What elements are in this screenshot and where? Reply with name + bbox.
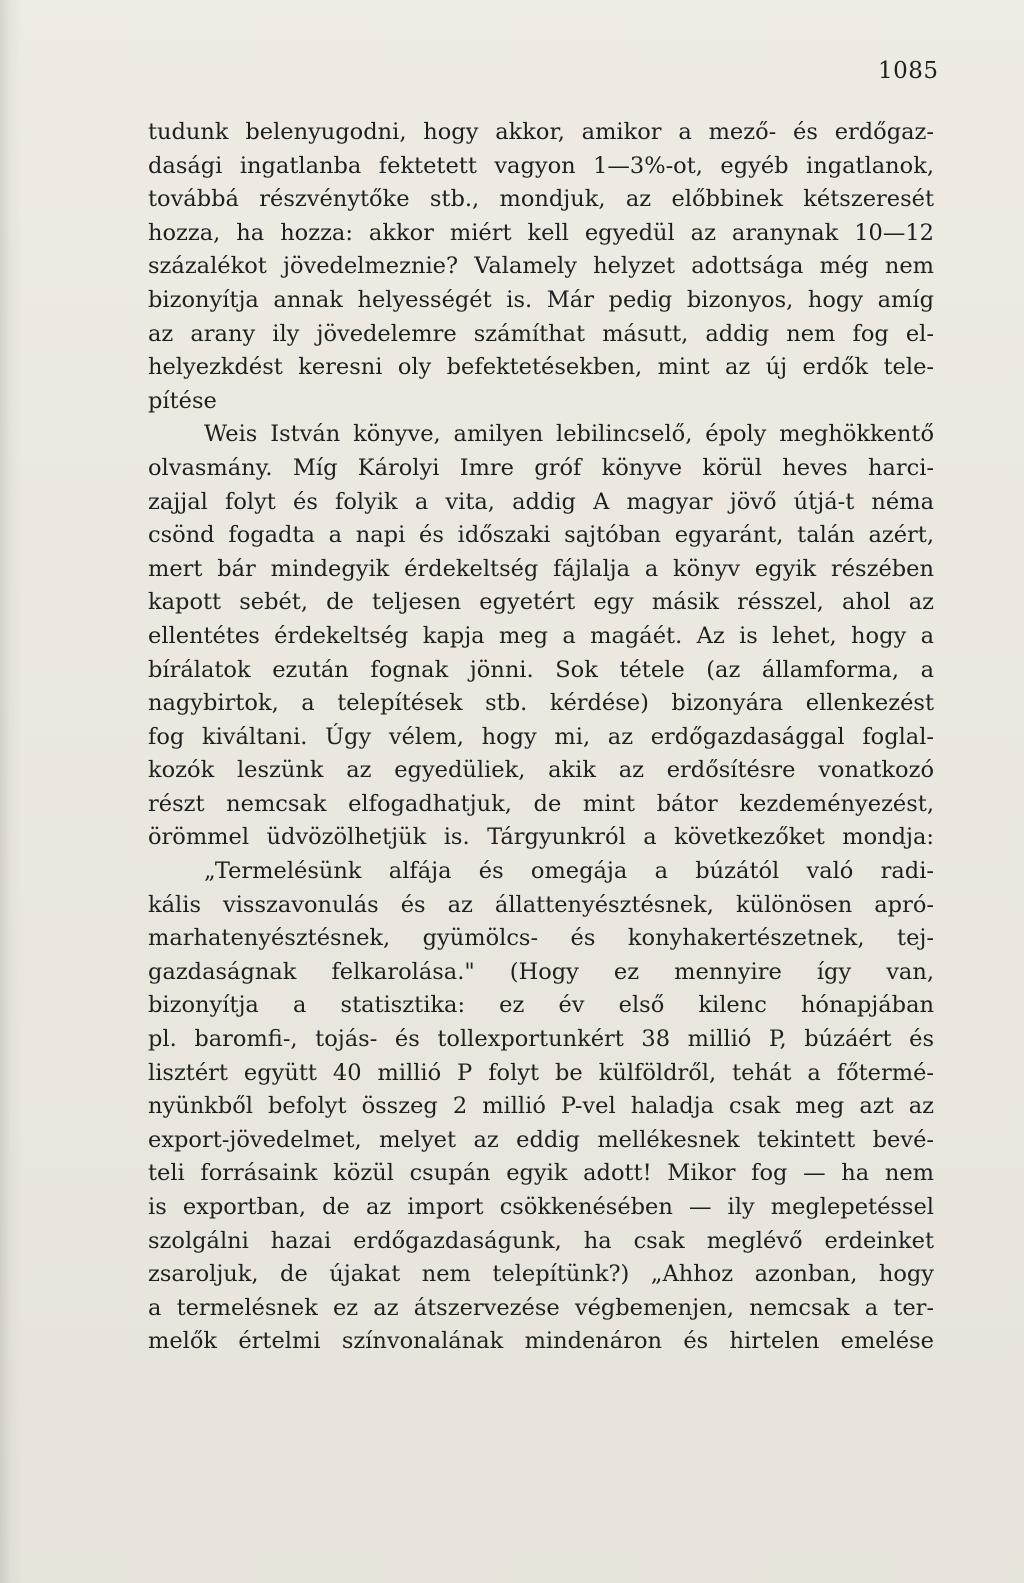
text-line: az arany ily jövedelemre számíthat másutt, addig nem fog el- (148, 320, 934, 347)
text-line: olvasmány. Míg Károlyi Imre gróf könyve körül heves harci- (148, 454, 934, 481)
text-line: gazdaságnak felkarolása." (Hogy ez mennyire így van, (148, 958, 934, 985)
text-line: a termelésnek ez az átszervezése végbemenjen, nemcsak a ter- (148, 1294, 934, 1321)
text-line: kozók leszünk az egyedüliek, akik az erdősítésre vonatkozó (148, 757, 934, 784)
text-line: hozza, ha hozza: akkor miért kell egyedül az aranynak 10—12 (148, 219, 934, 246)
text-line: pítése (148, 387, 217, 414)
text-line: százalékot jövedelmeznie? Valamely helyzet adottsága még nem (148, 253, 934, 280)
text-line: Weis István könyve, amilyen lebilincselő, époly meghökkentő (204, 421, 934, 448)
text-line: bírálatok ezután fognak jönni. Sok tétele (az államforma, a (148, 656, 934, 683)
text-line: lisztért együtt 40 millió P folyt be külföldről, tehát a főtermé- (148, 1059, 934, 1086)
text-line: zajjal folyt és folyik a vita, addig A magyar jövő útjá-t néma (148, 488, 934, 515)
text-line: dasági ingatlanba fektetett vagyon 1—3%-ot, egyéb ingatlanok, (148, 152, 934, 179)
text-line: melők értelmi színvonalának mindenáron és hirtelen emelése (148, 1328, 934, 1355)
text-line: ellentétes érdekeltség kapja meg a magáét. Az is lehet, hogy a (148, 622, 934, 649)
text-line: export-jövedelmet, melyet az eddig mellékesnek tekintett bevé- (148, 1126, 934, 1153)
text-line: helyezkdést keresni oly befektetésekben, mint az új erdők tele- (148, 354, 934, 381)
body-text (148, 116, 934, 1359)
text-line: örömmel üdvözölhetjük is. Tárgyunkról a következőket mondja: (148, 824, 934, 851)
text-line: marhatenyésztésnek, gyümölcs- és konyhakertészetnek, tej- (148, 925, 934, 952)
text-line: zsaroljuk, de újakat nem telepítünk?) „Ahhoz azonban, hogy (148, 1261, 934, 1288)
text-line: fog kiváltani. Úgy vélem, hogy mi, az erdőgazdasággal foglal- (148, 723, 934, 750)
text-line: kapott sebét, de teljesen egyetért egy másik résszel, ahol az (148, 589, 934, 616)
text-line: nagybirtok, a telepítések stb. kérdése) bizonyára ellenkezést (148, 690, 934, 717)
text-line: teli forrásaink közül csupán egyik adott! Mikor fog — ha nem (148, 1160, 934, 1187)
text-line: részt nemcsak elfogadhatjuk, de mint bátor kezdeményezést, (148, 790, 934, 817)
text-line: „Termelésünk alfája és omegája a búzától való radi- (204, 858, 934, 885)
text-line: szolgálni hazai erdőgazdaságunk, ha csak meglévő erdeinket (148, 1227, 934, 1254)
text-line: bizonyítja annak helyességét is. Már pedig bizonyos, hogy amíg (148, 286, 934, 313)
page-number: 1085 (878, 58, 939, 84)
text-line: tudunk belenyugodni, hogy akkor, amikor a mező- és erdőgaz- (148, 119, 934, 145)
text-line: kális visszavonulás és az állattenyésztésnek, különösen apró- (148, 891, 934, 918)
text-line: továbbá részvénytőke stb., mondjuk, az előbbinek kétszeresét (148, 186, 934, 213)
text-line: mert bár mindegyik érdekeltség fájlalja a könyv egyik részében (148, 555, 934, 582)
text-line: csönd fogadta a napi és időszaki sajtóban egyaránt, talán azért, (148, 522, 934, 549)
text-line: nyünkből befolyt összeg 2 millió P-vel haladja csak meg azt az (148, 1093, 934, 1120)
text-line: bizonyítja a statisztika: ez év első kilenc hónapjában (148, 992, 934, 1019)
text-line: pl. baromfi-, tojás- és tollexportunkért 38 millió P, búzáért és (148, 1026, 934, 1053)
text-line: is exportban, de az import csökkenésében — ily meglepetéssel (148, 1194, 934, 1220)
